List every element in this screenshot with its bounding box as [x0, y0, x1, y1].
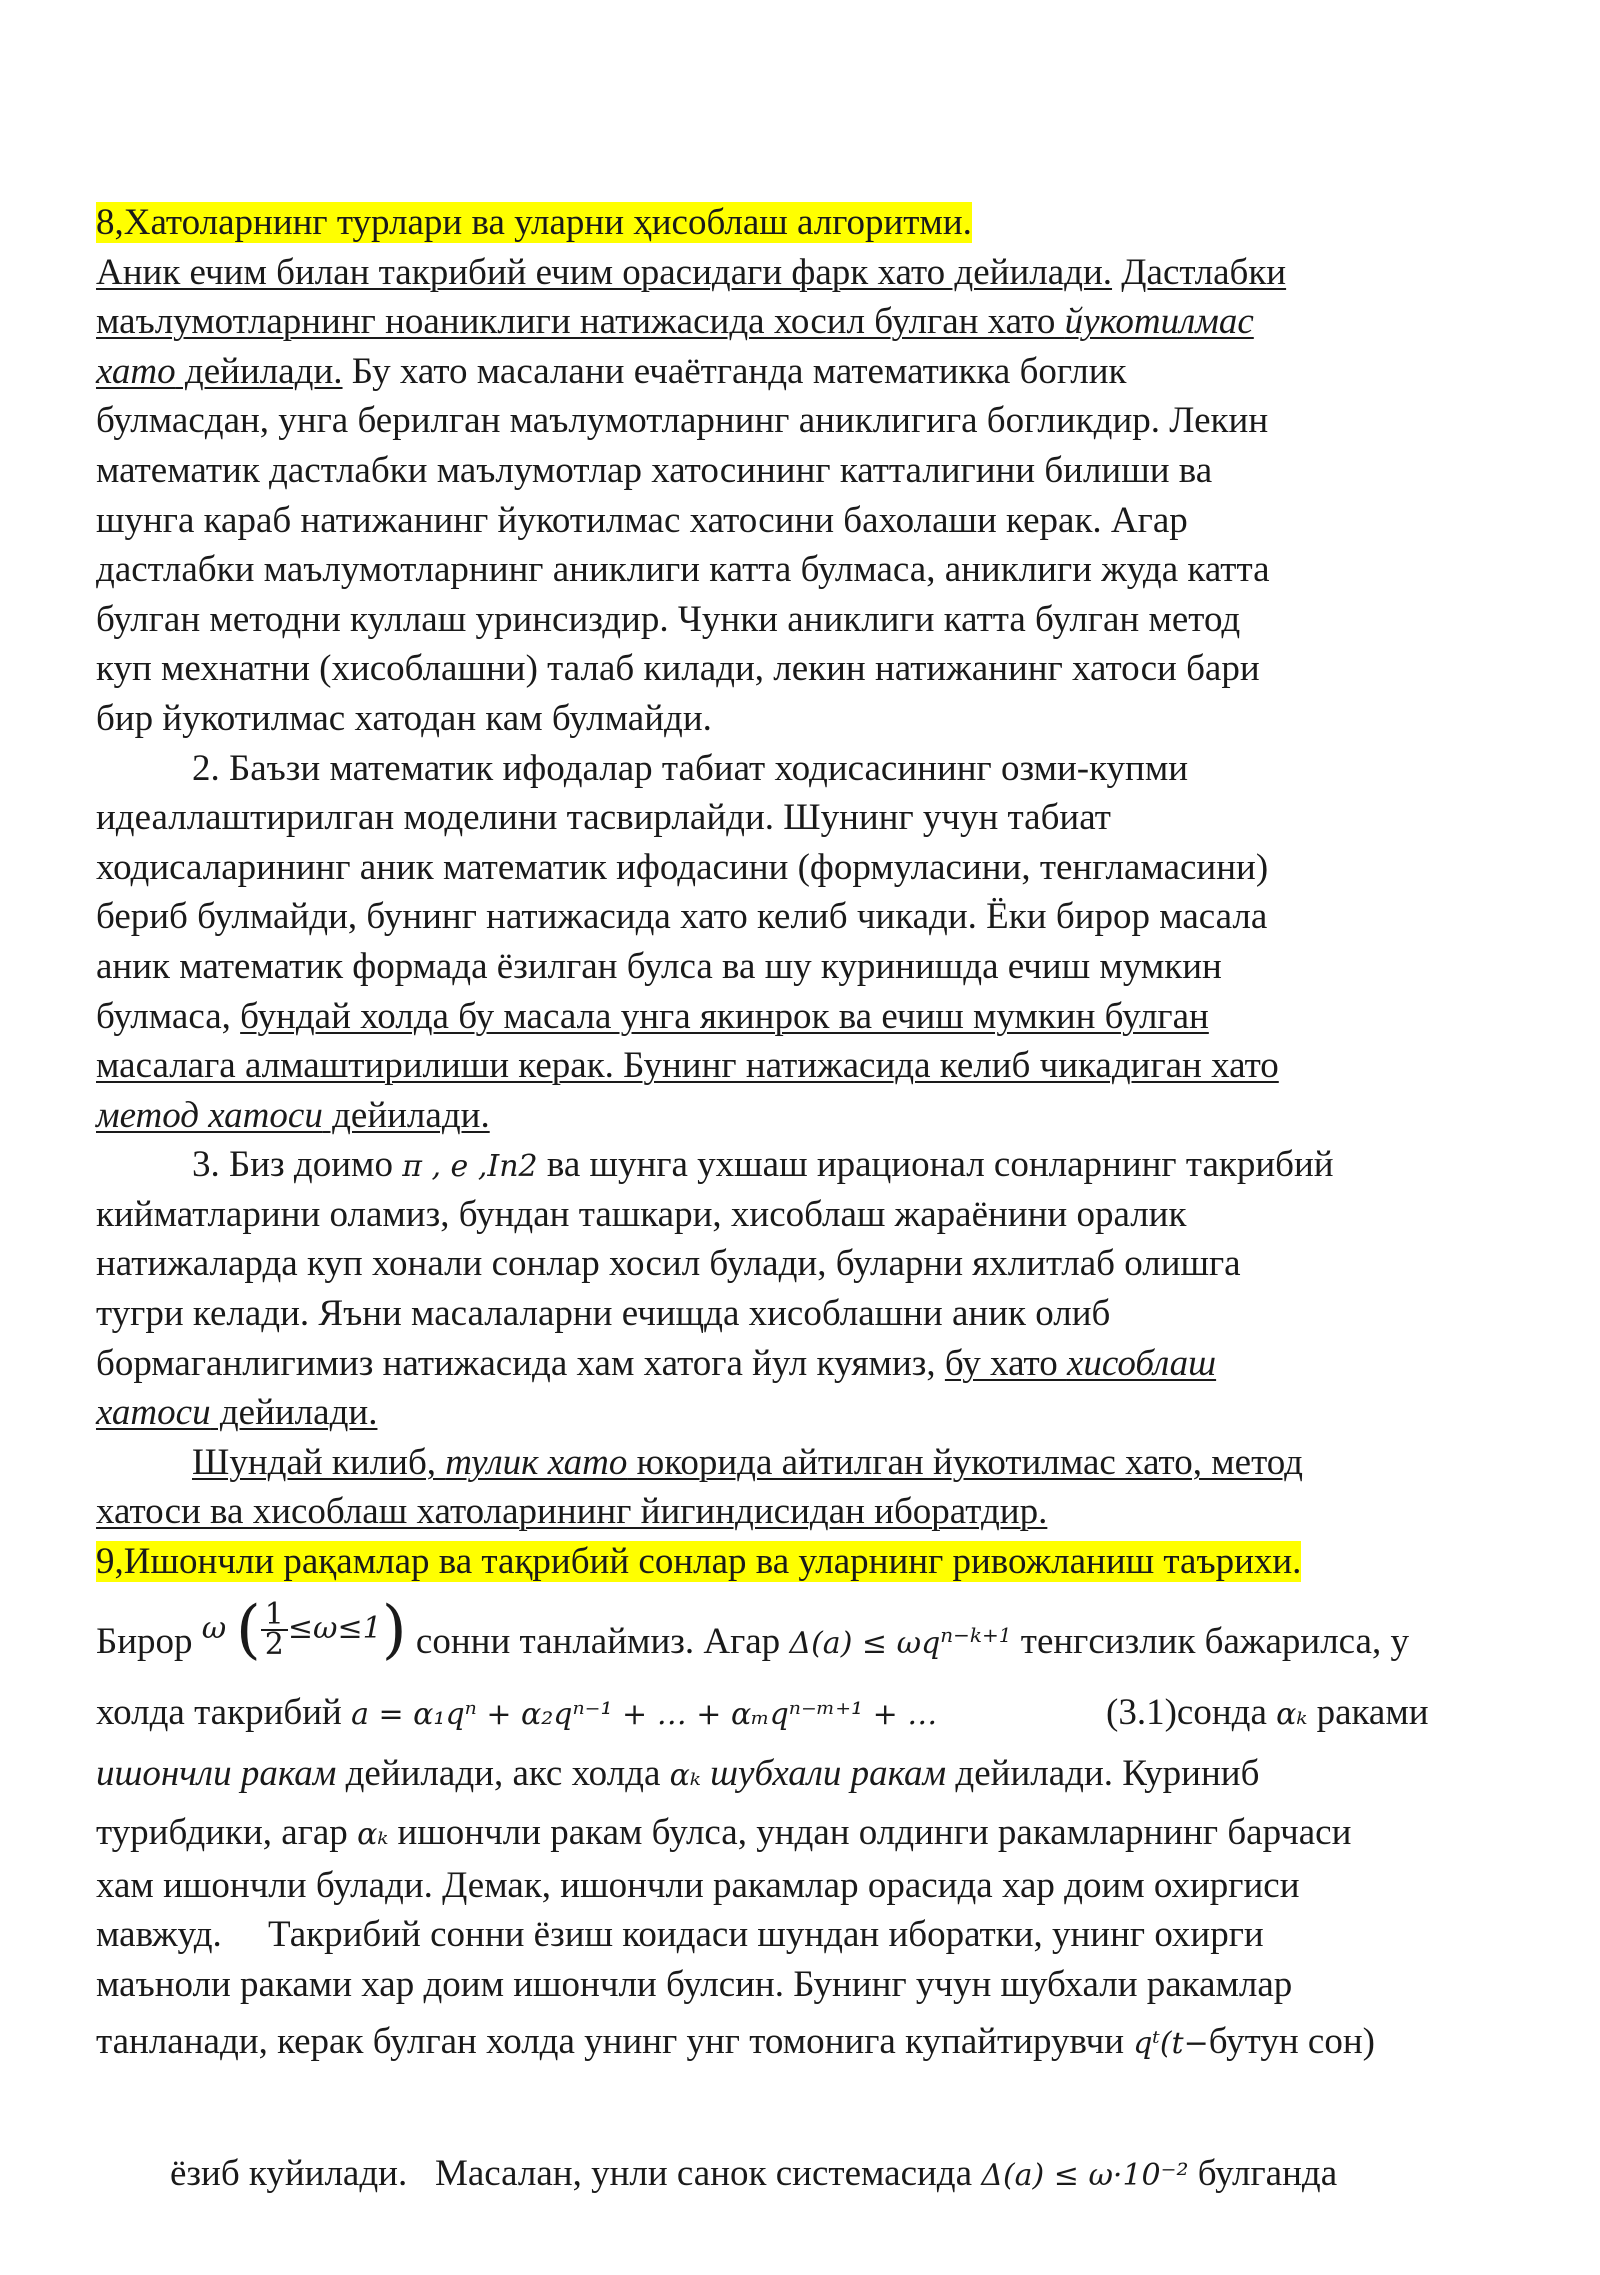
error-bound-formula: Δ(a) ≤ ω·10⁻²	[981, 2158, 1189, 2194]
omega-range-formula: ω ( $\frac{1}{2}$ ≤ω≤1)	[201, 1593, 407, 1668]
error-condition-formula: $\Delta(a) \le \omega q^{n-k+1}$	[789, 1622, 1012, 1661]
paragraph-errors-intro: Аник ечим билан такрибий ечим орасидаги фарк хато дейилади. Дастлабки маълумотларнинг ноаниклиги натижасида хосил булган хато йукотилмас хато дейилади. Бу хато масалани ечаётганда математикка боглик булмасдан, унга берилган маълумотларнинг аниклигига богликдир. Лекин математик дастлабки маълумотлар хатосининг катталигини билиши ва шунга караб натижанинг йукотилмас хатосини бахолаши керак. Агар дастлабки маълумотларнинг аниклиги катта булмаса, аниклиги жуда катта булган методни куллаш уринсиздир. Чунки аниклиги катта булган метод куп мехнатни (хисоблашни) талаб килади, лекин натижанинг хатоси бари бир йукотилмас хатодан кам булмайди.	[96, 251, 1287, 739]
paragraph-significant-digits: Бирор ω ( $\frac{1}{2}$ ≤ω≤1) сонни танлаймиз. Агар $\Delta(a) \le \omega q^{n-k+1}$ тенгсизлик бажарилса, у холда такрибий a = α₁qⁿ + α₂qⁿ⁻¹ + … + αₘqⁿ⁻ᵐ⁺¹ + … (3.1)сонда αₖ раками ишончли ракам дейилади, акс холда αₖ шубхали ракам дейилади. Куриниб турибдики, агар αₖ ишончли ракам булса, ундан олдинги ракамларнинг барчаси хам ишончли булади. Демак, ишончли ракамлар орасида хар доим охиргиси мавжуд. Такрибий сонни ёзиш коидаси шундан иборатки, унинг охирги маъноли раками хар доим ишончли булсин. Бунинг учун шубхали ракамлар танланади, керак булган холда унинг унг томонига купайтирувчи qᵗ(t−бутун сон) ёзиб куйилади. Масалан, унли санок системасида Δ(a) ≤ ω·10⁻² булганда	[96, 1593, 1429, 2195]
series-formula: a = α₁qⁿ + α₂qⁿ⁻¹ + … + αₘqⁿ⁻ᵐ⁺¹ + …	[351, 1696, 938, 1732]
paragraph-total-error: Шундай килиб, тулик хато юкорида айтилган йукотилмас хато, метод хатоси ва хисоблаш хатоларининг йигиндисидан иборатдир.	[96, 1441, 1304, 1533]
highlighted-heading: 9,Ишончли рақамлар ва тақрибий сонлар ва уларнинг ривожланиш таърихи.	[96, 1541, 1302, 1583]
constants-math: π , e ,In2	[402, 1149, 538, 1185]
document-body	[96, 198, 1516, 2195]
paragraph-computation-error: 3. Биз доимо π , e ,In2 ва шунга ухшаш ирационал сонларнинг такрибий кийматларини оламиз, бундан ташкари, хисоблаш жараёнини оралик натижаларда куп хонали сонлар хосил булади, буларни яхлитлаб олишга тугри келади. Яъни масалаларни ечищда хисоблашни аник олиб бормаганлигимиз натижасида хам хатога йул куямиз, бу хато хисоблаш хатоси дейилади.	[96, 1144, 1334, 1434]
highlighted-heading: 8,Хатоларнинг турлари ва уларни ҳисоблаш алгоритми.	[96, 202, 972, 243]
equation-number: (3.1)сонда	[1106, 1691, 1277, 1733]
heading-8	[96, 198, 1516, 248]
heading-9	[96, 1537, 1516, 1587]
paragraph-method-error: 2. Баъзи математик ифодалар табиат ходисасининг озми-купми идеаллаштирилган моделини тасвирлайди. Шунинг учун табиат ходисаларининг аник математик ифодасини (формуласини, тенгламасини) бериб булмайди, бунинг натижасида хато келиб чикади. Ёки бирор масала аник математик формада ёзилган булса ва шу куринишда ечиш мумкин булмаса, бундай холда бу масала унга якинрок ва ечиш мумкин булган масалага алмаштирилиши керак. Бунинг натижасида келиб чикадиган хато метод хатоси дейилади.	[96, 747, 1279, 1136]
multiplier-formula: qᵗ(t−	[1133, 2026, 1209, 2062]
